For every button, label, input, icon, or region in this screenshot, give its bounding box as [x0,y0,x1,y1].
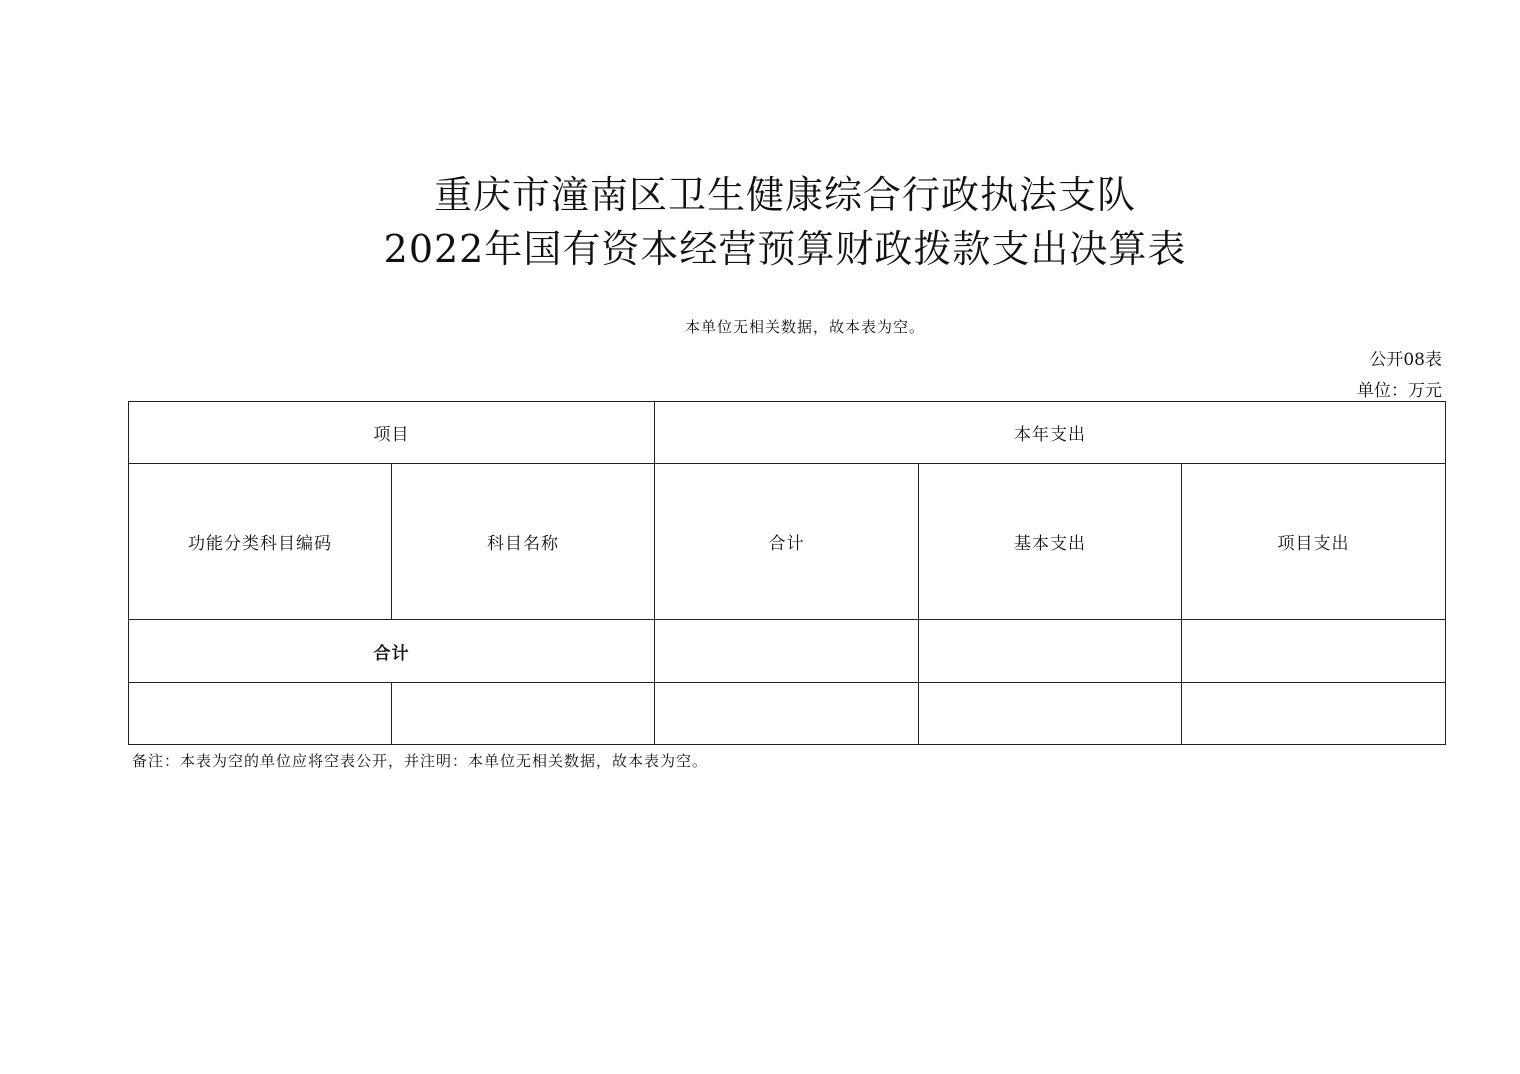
unit-label: 单位：万元 [1357,381,1442,401]
total-row-label: 合计 [129,620,655,683]
table-subheader-row [129,464,1446,620]
row-project-cell [1182,683,1446,745]
table-remark: 备注：本表为空的单位应将空表公开，并注明：本单位无相关数据，故本表为空。 [132,752,709,770]
document-title-line-2: 2022年国有资本经营预算财政拨款支出决算表 [383,227,1187,271]
row-basic-cell [919,683,1182,745]
row-code-cell [129,683,392,745]
empty-table-note: 本单位无相关数据，故本表为空。 [684,318,925,336]
expense-table [128,401,1446,745]
total-row-project-cell [1182,620,1446,683]
row-total-cell [655,683,919,745]
table-header-row [129,402,1446,464]
document-title-line-1: 重庆市潼南区卫生健康综合行政执法支队 [433,173,1136,217]
column-header-total: 合计 [655,464,919,620]
row-name-cell [392,683,655,745]
column-header-project: 项目支出 [1182,464,1446,620]
column-header-name: 科目名称 [392,464,655,620]
header-project: 项目 [129,402,655,464]
table-code: 公开08表 [1369,350,1442,370]
column-header-code: 功能分类科目编码 [129,464,392,620]
column-header-basic: 基本支出 [919,464,1182,620]
total-row-total-cell [655,620,919,683]
table-row [129,683,1446,745]
header-current-year-expense: 本年支出 [655,402,1446,464]
total-row [129,620,1446,683]
total-row-basic-cell [919,620,1182,683]
